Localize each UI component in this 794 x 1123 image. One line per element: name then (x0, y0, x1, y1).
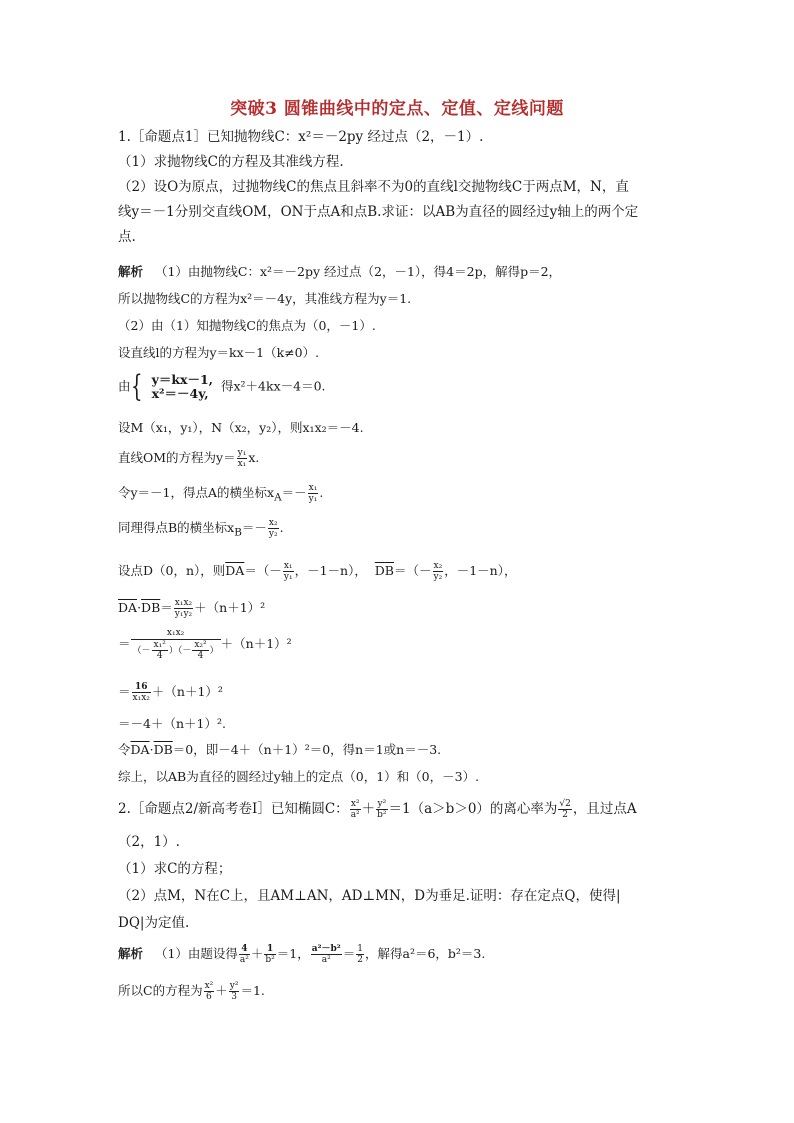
solution-1-line-6: 设M（x₁，y₁），N（x₂，y₂），则x₁x₂＝－4. (118, 420, 364, 435)
fraction: $\frac{16}{\text{x₁x₂}}$ (132, 682, 150, 703)
vector-da: $\overline{DA}$ (225, 563, 245, 578)
solution-2-line-2: 所以C的方程为 $\frac{\text{x²}}{6}$ ＋ $\frac{\text{y²}}{3}$ ＝1. (118, 981, 265, 1002)
solution-1-line-4: 设直线l的方程为y＝kx－1（k≠0）. (118, 345, 320, 360)
solution-1-line-xb: 同理得点B的横坐标$x_B=-$ $\frac{\text{x₂}}{\text{y₂}}$ . (118, 518, 284, 539)
fraction: $\frac{\text{x₁}}{\text{y₁}}$ (283, 561, 293, 582)
vector-db: $\overline{DB}$ (374, 563, 394, 578)
solution-1-result: ＝－4＋（n＋1）². (118, 716, 226, 731)
solution-1-substitution: ＝ x₁x₂ （－ $\frac{\text{x₁²}}{4}$ ）（－ $\frac{\text{x₂²}}{4}$ ） ＋（n＋1）² (118, 628, 292, 661)
problem-1-part-2-line-2: 线y＝－1分别交直线OM，ON于点A和点B.求证：以AB为直径的圆经过y轴上的两个定 (118, 204, 639, 220)
compound-fraction: x₁x₂ （－ $\frac{\text{x₁²}}{4}$ ）（－ $\frac{\text{x₂²}}{4}$ ） (132, 628, 219, 661)
solution-1-line-xa: 令y＝－1，得点A的横坐标$x_A=-$ $\frac{\text{x₁}}{\text{y₁}}$ . (118, 483, 324, 504)
solution-1-conclusion: 综上，以AB为直径的圆经过y轴上的定点（0，1）和（0，－3）. (118, 769, 480, 784)
solution-1-line-om: 直线OM的方程为y＝ $\frac{\text{y₁}}{\text{x₁}}$ x. (118, 448, 260, 469)
problem-1-stem: 1.［命题点1］已知抛物线C：x²＝－2py 经过点（2，－1）. (118, 129, 484, 145)
fraction: $\frac{\text{x₁x₂}}{\text{y₁y₂}}$ (174, 598, 193, 619)
fraction: $\frac{\text{y₁}}{\text{x₁}}$ (237, 448, 247, 469)
page-title: 突破3 圆锥曲线中的定点、定值、定线问题 (230, 99, 564, 119)
fraction: $\frac{\text{x₂}}{\text{y₂}}$ (433, 561, 443, 582)
fraction: $\frac{\text{x₂}}{\text{y₂}}$ (268, 518, 278, 539)
solution-1-line-2: 所以抛物线C的方程为x²＝－4y，其准线方程为y＝1. (118, 291, 412, 306)
solution-1-line-vectors: 设点D（0，n），则$\overline{DA}=(-$ $\frac{\text{x₁}}{\text{y₁}}$ ，－1－n）， $\overline{DB}=(-$ $\frac{\text{x₂}}{\text{y₂}}$ ，－1－n）， (118, 561, 517, 582)
problem-2-part-1: （1）求C的方程； (118, 861, 232, 877)
solution-label: 解析 (118, 946, 144, 961)
solution-1-solve: 令$\overline{DA}\cdot\overline{DB}=0$，即－4＋（n＋1）²＝0，得n＝1或n＝－3. (118, 742, 442, 757)
solution-2-line-1: 解析 （1）由题设得 $\frac{4}{\text{a²}}$ ＋ $\frac{1}{\text{b²}}$ ＝1， $\frac{\text{a²－b²}}{\text{a²}}$ ＝ $\frac{1}{2}$ ，解得a²＝6，b²＝3. (118, 944, 486, 965)
problem-1-part-2-line-3: 点. (118, 229, 136, 245)
solution-1-simplify: ＝ $\frac{16}{\text{x₁x₂}}$ ＋（n＋1）² (118, 682, 223, 703)
problem-1-part-1: （1）求抛物线C的方程及其准线方程. (118, 154, 344, 170)
problem-2-stem-line-2: （2，1）. (118, 834, 180, 850)
problem-1-part-2-line-1: （2）设O为原点，过抛物线C的焦点且斜率不为0的直线l交抛物线C于两点M，N，直 (118, 179, 629, 195)
solution-1-line-1: 解析 （1）由抛物线C：x²＝－2py 经过点（2，－1），得4＝2p，解得p＝2， (118, 264, 562, 279)
brace-glyph: { (130, 369, 142, 404)
solution-1-system: 由{ y＝kx－1, x²＝－4y, 得x²＋4kx－4＝0. (118, 369, 326, 404)
problem-2-stem: 2.［命题点2/新高考卷Ⅰ］已知椭圆C： $\frac{\text{x²}}{\text{a²}}$ ＋ $\frac{\text{y²}}{\text{b²}}$ ＝1（a＞b＞0）的离心率为 $\frac{√2}{2}$ ，且过点A (118, 799, 637, 820)
solution-label: 解析 (118, 264, 144, 279)
fraction: $\frac{\text{x₁}}{\text{y₁}}$ (308, 483, 318, 504)
solution-1-line-3: （2）由（1）知抛物线C的焦点为（0，－1）. (118, 318, 376, 333)
problem-2-part-2-line-1: （2）点M，N在C上，且AM⊥AN，AD⊥MN，D为垂足.证明：存在定点Q，使得| (118, 888, 621, 904)
solution-1-dot-product: $\overline{DA}\cdot\overline{DB}=$ $\frac{\text{x₁x₂}}{\text{y₁y₂}}$ ＋（n＋1）² (118, 598, 266, 619)
problem-2-part-2-line-2: DQ|为定值. (118, 915, 190, 931)
equation-system: y＝kx－1, x²＝－4y, (151, 372, 214, 401)
